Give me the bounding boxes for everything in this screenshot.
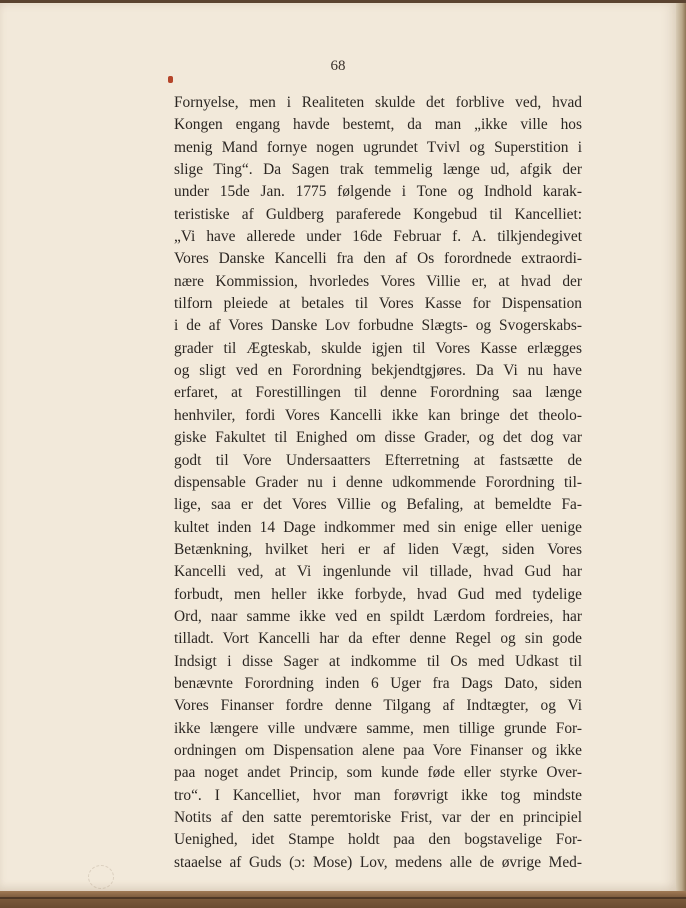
text-line: Vores Danske Kancelli fra den af Os forordnede extraordi-	[174, 250, 582, 268]
text-line: tilladt. Vort Kancelli har da efter denne Regel og sin gode	[174, 630, 582, 648]
text-line: paa noget andet Princip, som kunde føde eller styrke Over-	[174, 764, 582, 782]
text-line: benævnte Forordning inden 6 Uger fra Dags Dato, siden	[174, 674, 582, 692]
text-line: slige Ting“. Da Sagen trak temmelig længe ud, afgik der	[174, 161, 582, 179]
text-line: menig Mand fornye nogen ugrundet Tvivl og Superstition i	[174, 138, 582, 156]
text-line: giske Fakultet til Enighed om disse Grader, og det dog var	[174, 429, 582, 447]
text-line: dispensable Grader nu i denne udkommende Forordning til-	[174, 473, 582, 491]
text-line: tilforn pleiede at betales til Vores Kasse for Dispensation	[174, 295, 582, 313]
text-line: Notits af den satte peremtoriske Frist, var der en principiel	[174, 809, 582, 826]
text-line: Kancelli ved, at Vi ingenlunde vil tillade, hvad Gud har	[174, 563, 582, 581]
text-line: erfaret, at Forestillingen til denne Forordning saa længe	[174, 384, 582, 402]
text-line: tro“. I Kancelliet, hvor man forøvrigt ikke tog mindste	[174, 786, 582, 804]
book-page	[0, 3, 676, 891]
text-line: Kongen engang havde bestemt, da man „ikke ville hos	[174, 116, 582, 134]
page-right-edge	[676, 3, 686, 891]
text-line: Uenighed, idet Stampe holdt paa den bogstavelige For-	[174, 831, 582, 849]
text-line: og sligt ved en Forordning bekjendtgjøres. Da Vi nu have	[174, 362, 582, 380]
text-line: ikke længere ville undvære samme, men tillige grunde For-	[174, 719, 582, 737]
text-line: forbudt, men heller ikke forbyde, hvad Gud med tydelige	[174, 585, 582, 603]
text-line: Vores Finanser fordre denne Tilgang af Indtægter, og Vi	[174, 697, 582, 715]
text-line: „Vi have allerede under 16de Februar f. A. tilkjendegivet	[174, 228, 582, 246]
text-line: staaelse af Guds (ɔ: Mose) Lov, medens alle de øvrige Med-	[174, 853, 582, 871]
text-line: Fornyelse, men i Realiteten skulde det forblive ved, hvad	[174, 94, 582, 111]
text-line: godt til Vore Undersaatters Efterretning at fastsætte de	[174, 451, 582, 469]
text-line: Indsigt i disse Sager at indkomme til Os med Udkast til	[174, 652, 582, 670]
faint-stamp	[88, 865, 114, 889]
text-line: kultet inden 14 Dage indkommer med sin enige eller uenige	[174, 518, 582, 536]
text-line: henhviler, fordi Vores Kancelli ikke kan bringe det theolo-	[174, 406, 582, 424]
text-line: nære Kommission, hvorledes Vores Villie er, at hvad der	[174, 272, 582, 290]
body-text	[174, 92, 582, 874]
text-line: Betænkning, hvilket heri er af liden Vægt, siden Vores	[174, 540, 582, 558]
text-line: i de af Vores Danske Lov forbudne Slægts- og Svogerskabs-	[174, 317, 582, 335]
book-cover-edge	[0, 891, 686, 908]
text-line: teristiske af Guldberg paraferede Kongebud til Kancelliet:	[174, 205, 582, 223]
text-line: grader til Ægteskab, skulde igjen til Vores Kasse erlægges	[174, 339, 582, 357]
text-line: ordningen om Dispensation alene paa Vore Finanser og ikke	[174, 741, 582, 759]
text-line: under 15de Jan. 1775 følgende i Tone og Indhold karak-	[174, 183, 582, 201]
page-number: 68	[330, 58, 346, 74]
text-line: Ord, naar samme ikke ved en spildt Lærdom fordreies, har	[174, 607, 582, 625]
text-line: lige, saa er det Vores Villie og Befaling, at bemeldte Fa-	[174, 496, 582, 514]
ink-mark	[168, 76, 173, 83]
